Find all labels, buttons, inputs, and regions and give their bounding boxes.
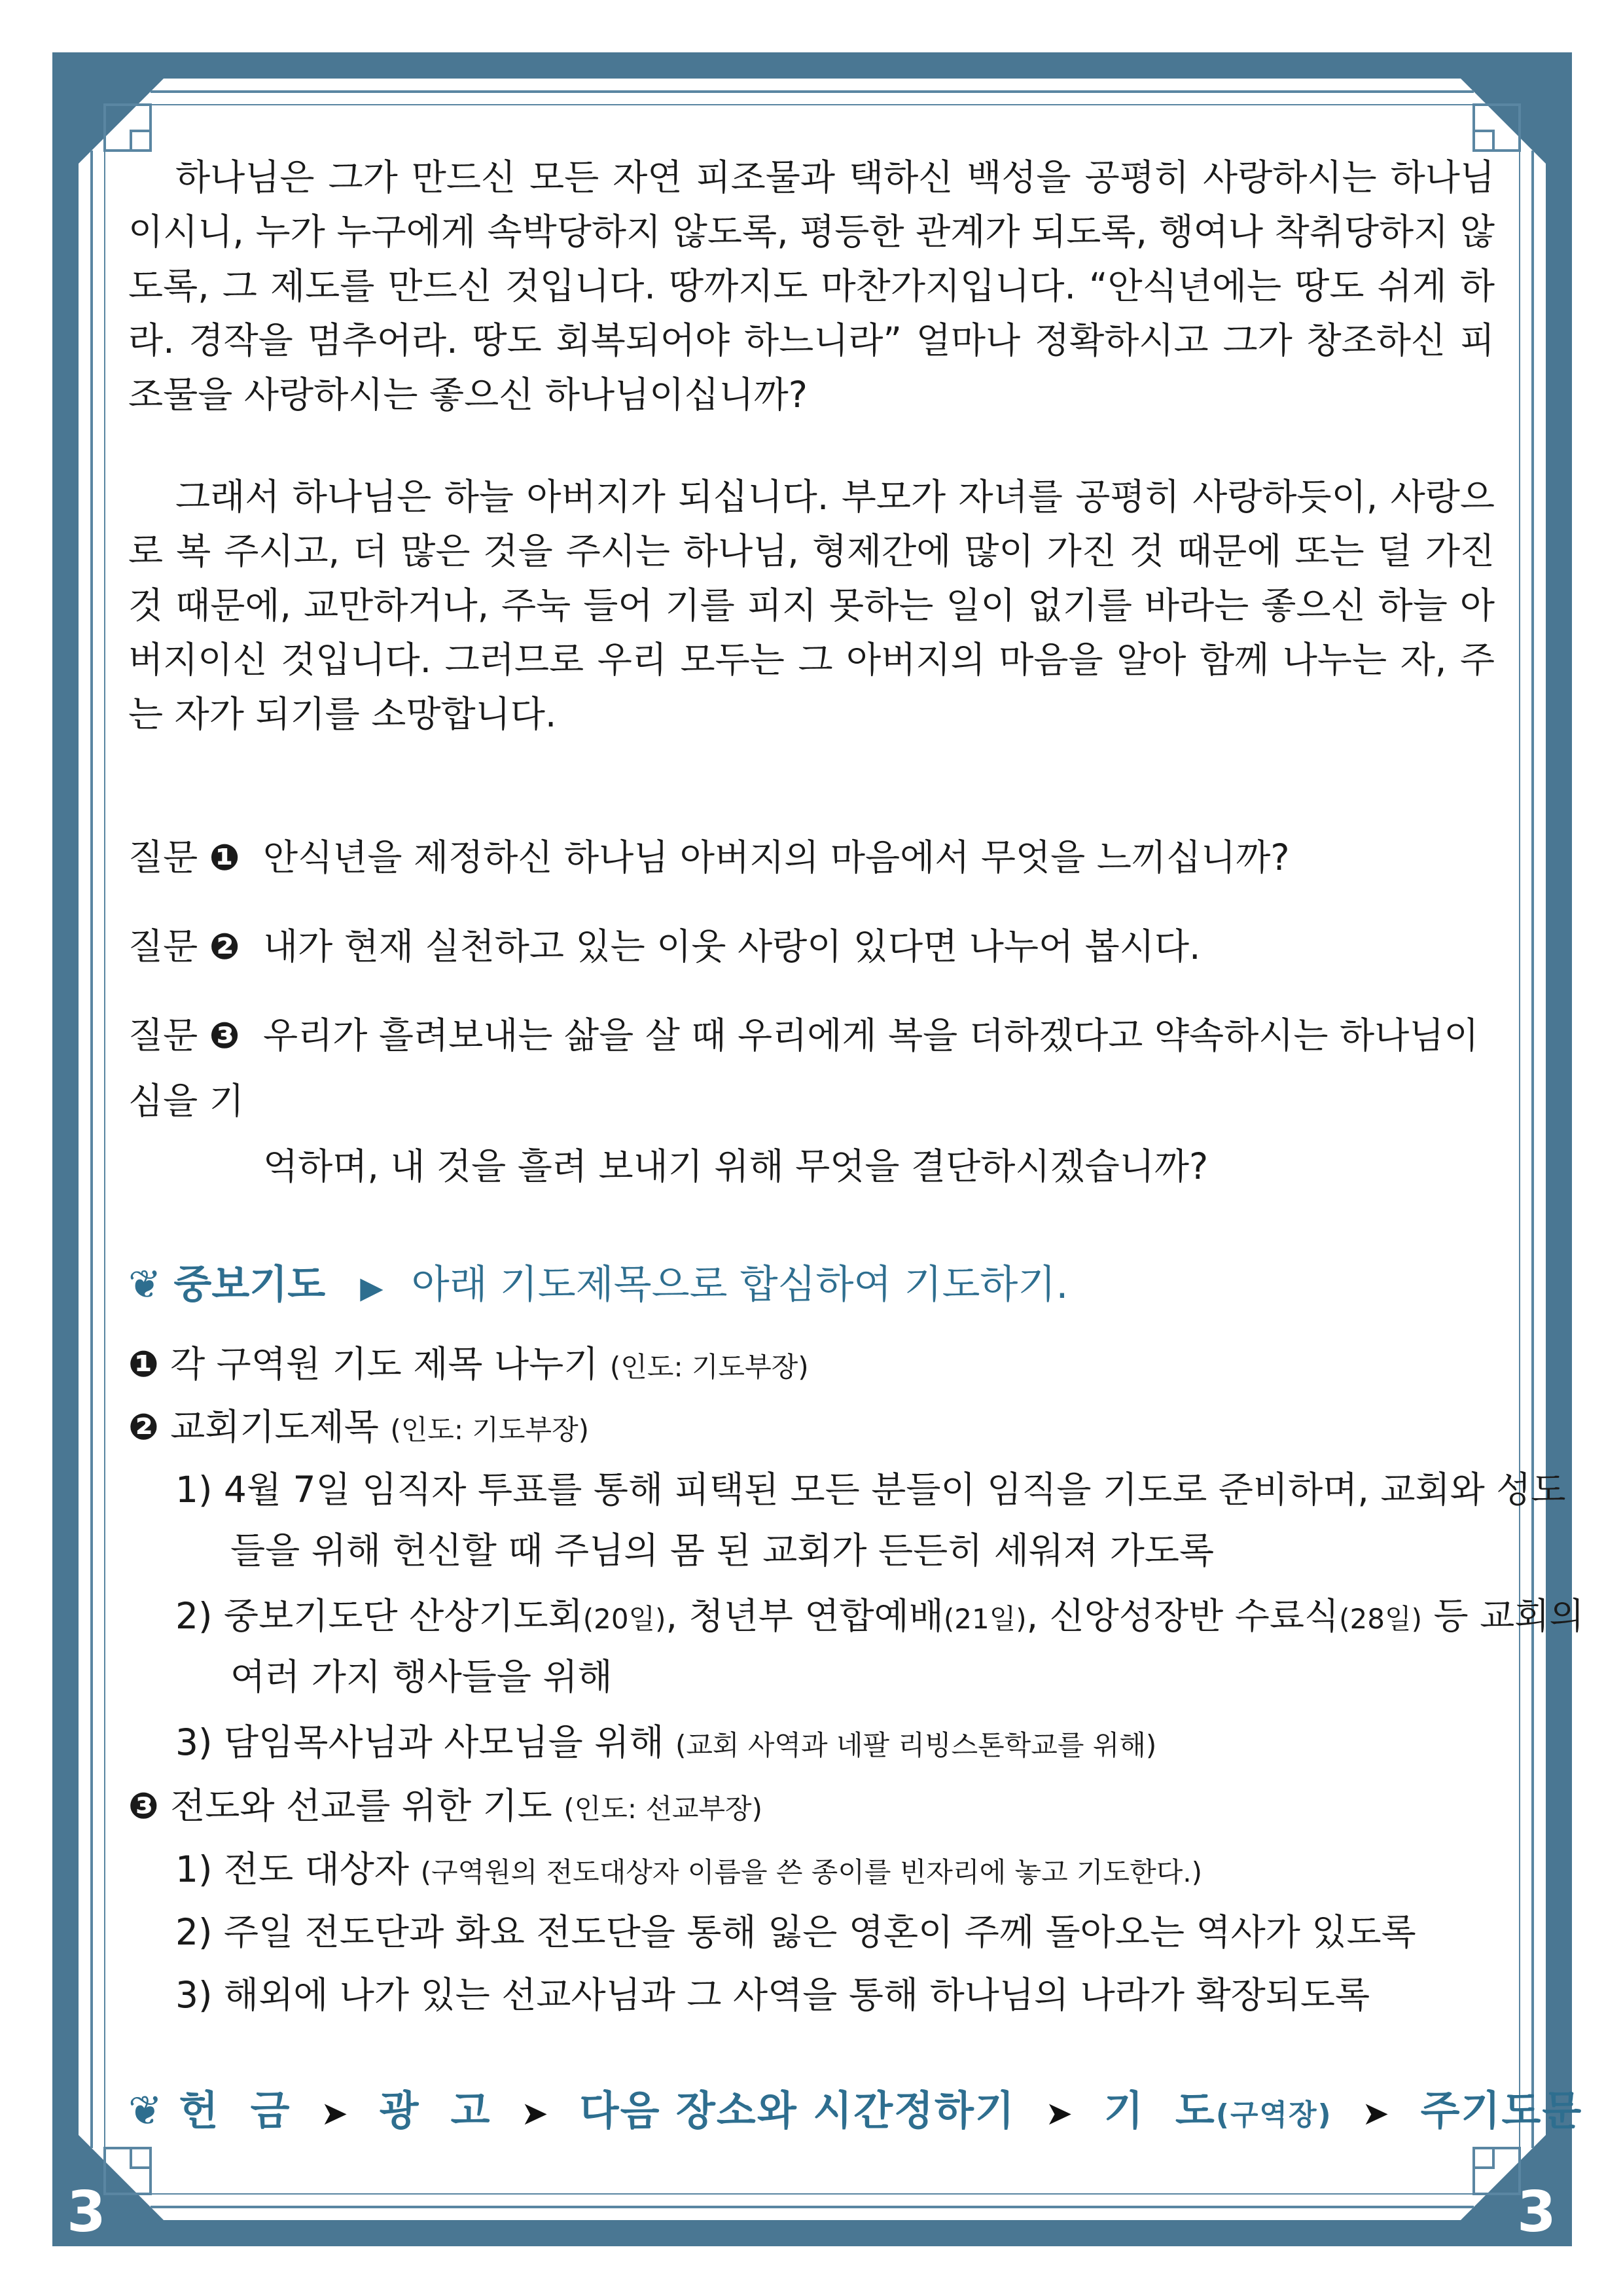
paragraph-1: 하나님은 그가 만드신 모든 자연 피조물과 택하신 백성을 공평히 사랑하시는 하나님이시니, 누가 누구에게 속박당하지 않도록, 평등한 관계가 되도록, 행여나 착취당하지 않도록, 그 제도를 만드신 것입니다. 땅까지도 마찬가지입니다. “안식년에는 땅도 쉬게 하라. 경작을 멈추어라. 땅도 회복되어야 하느니라” 얼마나 정확하시고 그가 창조하신 피조물을 사랑하시는 좋으신 하나님이십니까? xyxy=(128,156,1495,416)
arrow-right-icon: ➤ xyxy=(1362,2094,1391,2132)
church-item-2 xyxy=(175,1587,1584,1639)
question-text-continued: 억하며, 내 것을 흘려 보내기 위해 무엇을 결단하시겠습니까? xyxy=(263,1145,1209,1187)
mission-item-note: (구역원의 전도대상자 이름을 쓴 종이를 빈자리에 놓고 기도한다.) xyxy=(420,1856,1203,1888)
question-text: 안식년을 제정하신 하나님 아버지의 마음에서 무엇을 느끼십니까? xyxy=(263,836,1290,878)
prayer-item-3 xyxy=(128,1777,762,1829)
prayer-title: 중보기도 xyxy=(173,1262,326,1308)
church-item-3 xyxy=(175,1713,1156,1765)
order-step-announcement: 광 고 xyxy=(379,2087,491,2134)
church-item-1 xyxy=(175,1461,1566,1513)
order-step-prayer: 기 도 xyxy=(1103,2087,1216,2134)
number-badge-icon: ❸ xyxy=(128,1785,159,1827)
arrow-right-icon: ➤ xyxy=(1045,2094,1075,2132)
church-item-date: (21일) xyxy=(943,1603,1027,1635)
leaf-ornament-icon: ❦ xyxy=(128,1262,162,1308)
church-item-text: , 신앙성장반 수료식 xyxy=(1026,1595,1340,1637)
prayer-item-note: (인도: 선교부장) xyxy=(563,1793,763,1825)
prayer-item-text: 전도와 선교를 위한 기도 xyxy=(170,1785,552,1827)
question-3 xyxy=(128,1003,1495,1199)
question-1 xyxy=(128,825,1495,890)
leaf-ornament-icon: ❦ xyxy=(128,2087,164,2134)
church-item-text: 들을 위해 헌신할 때 주님의 몸 된 교회가 든든히 세워져 가도록 xyxy=(230,1530,1215,1571)
number-badge-icon: ❸ xyxy=(209,1014,240,1056)
church-item-text: 등 교회의 xyxy=(1421,1595,1584,1637)
mission-item-text: 1) 전도 대상자 xyxy=(175,1848,410,1890)
mission-item-text: 2) 주일 전도단과 화요 전도단을 통해 잃은 영혼이 주께 돌아오는 역사가 있도록 xyxy=(175,1911,1416,1953)
church-item-2-continued xyxy=(230,1648,613,1700)
question-label: 질문 xyxy=(128,1014,198,1056)
church-item-text: 여러 가지 행사들을 위해 xyxy=(230,1656,613,1698)
question-label: 질문 xyxy=(128,925,198,967)
order-step-schedule: 다음 장소와 시간정하기 xyxy=(579,2087,1016,2134)
page-number-left: 3 xyxy=(67,2179,106,2245)
mission-item-2 xyxy=(175,1903,1416,1955)
prayer-subtitle: 아래 기도제목으로 합심하여 기도하기. xyxy=(411,1262,1069,1308)
church-item-text: 3) 담임목사님과 사모님을 위해 xyxy=(175,1721,664,1763)
meeting-order xyxy=(128,2078,1582,2136)
number-badge-icon: ❶ xyxy=(209,836,240,878)
number-badge-icon: ❷ xyxy=(209,925,240,967)
question-text: 우리가 흘려보내는 삶을 살 때 우리에게 복을 더하겠다고 약속하시는 하나님이심을 기 xyxy=(128,1014,1479,1122)
prayer-item-text: 각 구역원 기도 제목 나누기 xyxy=(170,1343,599,1385)
prayer-item-1 xyxy=(128,1335,809,1387)
page-number-right: 3 xyxy=(1517,2179,1556,2245)
number-badge-icon: ❶ xyxy=(128,1343,159,1385)
arrow-right-icon: ➤ xyxy=(321,2094,350,2132)
question-text: 내가 현재 실천하고 있는 이웃 사랑이 있다면 나누어 봅시다. xyxy=(263,925,1201,967)
church-item-text: 1) 4월 7일 임직자 투표를 통해 피택된 모든 분들이 임직을 기도로 준비하며, 교회와 성도 xyxy=(175,1469,1566,1511)
prayer-section-header xyxy=(128,1253,1068,1310)
order-step-lords-prayer: 주기도문 xyxy=(1420,2087,1583,2134)
paragraph-2: 그래서 하나님은 하늘 아버지가 되십니다. 부모가 자녀를 공평히 사랑하듯이, 사랑으로 복 주시고, 더 많은 것을 주시는 하나님, 형제간에 많이 가진 것 때문에 또는 덜 가진 것 때문에, 교만하거나, 주눅 들어 기를 피지 못하는 일이 없기를 바라는 좋으신 하늘 아버지이신 것입니다. 그러므로 우리 모두는 그 아버지의 마음을 알아 함께 나누는 자, 주는 자가 되기를 소망합니다. xyxy=(128,476,1495,735)
order-step-prayer-leader: (구역장) xyxy=(1215,2098,1332,2132)
prayer-item-note: (인도: 기도부장) xyxy=(390,1414,590,1446)
church-item-1-continued xyxy=(230,1522,1214,1573)
church-item-date: (20일) xyxy=(582,1603,666,1635)
mission-item-1 xyxy=(175,1840,1202,1892)
church-item-note: (교회 사역과 네팔 리빙스톤학교를 위해) xyxy=(675,1729,1157,1761)
order-step-offering: 헌 금 xyxy=(179,2087,291,2134)
church-item-date: (28일) xyxy=(1339,1603,1422,1635)
mission-item-text: 3) 해외에 나가 있는 선교사님과 그 사역을 통해 하나님의 나라가 확장되도록 xyxy=(175,1974,1370,2016)
prayer-item-text: 교회기도제목 xyxy=(170,1406,379,1448)
number-badge-icon: ❷ xyxy=(128,1406,159,1448)
play-arrow-icon: ▶ xyxy=(360,1270,383,1305)
prayer-item-2 xyxy=(128,1398,589,1450)
question-label: 질문 xyxy=(128,836,198,878)
mission-item-3 xyxy=(175,1966,1370,2018)
church-item-text: 2) 중보기도단 산상기도회 xyxy=(175,1595,583,1637)
arrow-right-icon: ➤ xyxy=(521,2094,550,2132)
question-2 xyxy=(128,914,1495,979)
church-item-text: , 청년부 연합예배 xyxy=(666,1595,944,1637)
prayer-item-note: (인도: 기도부장) xyxy=(609,1351,809,1383)
